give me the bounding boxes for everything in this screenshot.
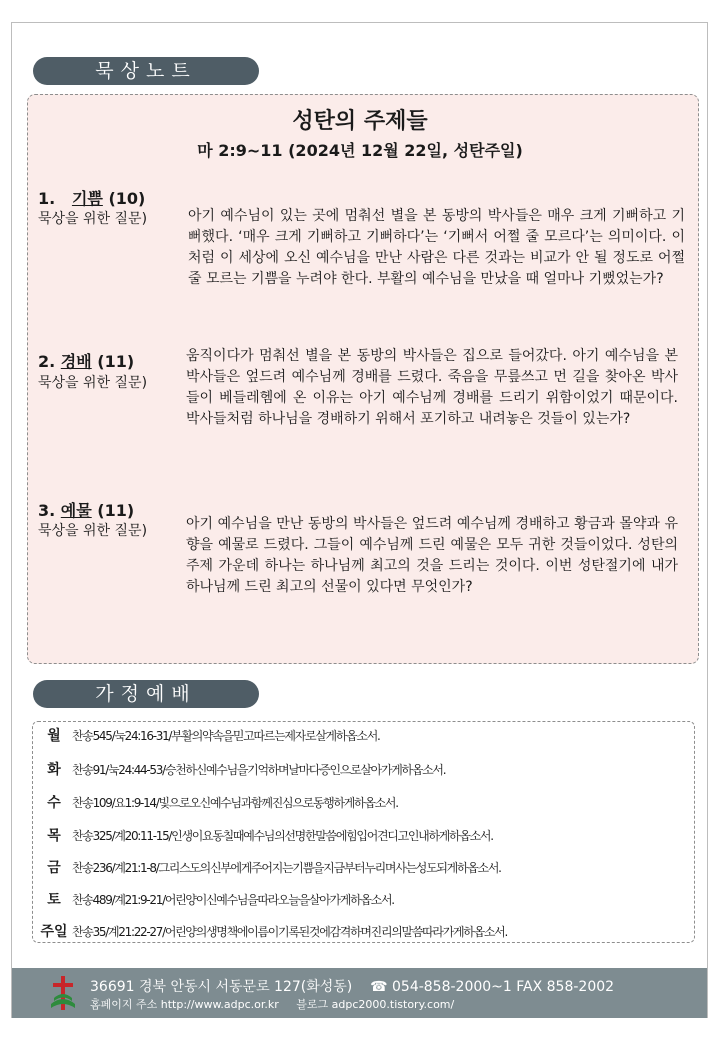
day-label: 수: [47, 795, 61, 811]
section-2-heading: [38, 349, 134, 372]
row-text: 찬송325/계20:11-15/인생이요동칠때예수님의선명한말씀에힘입어견디고인내하게하옵소서.: [72, 829, 493, 843]
footer-address: 36691 경북 안동시 서동문로 127(화성동): [90, 979, 353, 995]
row-text: 찬송91/눅24:44-53/승천하신예수님을기억하며날마다증인으로살아가게하옵소서.: [72, 763, 446, 777]
family-worship-row-mon: [36, 726, 380, 746]
family-worship-row-wed: [36, 793, 398, 813]
family-worship-row-sun: [36, 922, 507, 942]
section-3-count: (11): [97, 501, 135, 520]
section-1-body: 아기 예수님이 있는 곳에 멈춰선 별을 본 동방의 박사들은 매우 크게 기뻐하고 기뻐했다. ‘매우 크게 기뻐하고 기뻐하다’는 ‘기뻐서 어쩔 줄 모르다’는 의미이다. 이처럼 이 세상에 오신 예수님을 만난 사람은 다른 것과는 비교가 안 될 정도로 어쩔 줄 모르는 기쁨을 누려야 한다. 부활의 예수님을 만났을 때 얼마나 기뻤었는가?: [188, 208, 685, 287]
family-worship-row-tue: [36, 760, 445, 780]
section-2-body: 움직이다가 멈춰선 별을 본 동방의 박사들은 집으로 들어갔다. 아기 예수님을 본 박사들은 엎드려 예수님께 경배를 드렸다. 죽음을 무릎쓰고 먼 길을 찾아온 박사들이 베들레헴에 온 이유는 아기 예수님께 경배를 드리기 위함이었기 때문이다. 박사들처럼 하나님을 경배하기 위해서 포기하고 내려놓은 것들이 있는가?: [186, 348, 678, 427]
row-text: 찬송109/요1:9-14/빛으로오신예수님과함께진심으로동행하게하옵소서.: [72, 796, 398, 810]
section-3-question-label: 묵상을 위한 질문): [38, 523, 148, 539]
day-label: 월: [47, 728, 61, 744]
section-1-keyword: 기쁨: [71, 189, 103, 208]
section-1-heading: [38, 186, 145, 209]
day-label: 목: [47, 828, 61, 844]
family-worship-row-thu: [36, 826, 493, 846]
phone-icon: ☎: [370, 979, 388, 995]
day-label: 주일: [40, 924, 68, 940]
footer-phone: 054-858-2000~1 FAX 858-2002: [392, 979, 615, 995]
footer-bar: [12, 968, 707, 1018]
section-1-number: 1.: [38, 189, 56, 208]
footer-contact-line: [90, 976, 614, 996]
section-3-keyword: 예물: [60, 501, 92, 520]
row-text: 찬송489/계21:9-21/어린양이신예수님을따라오늘을살아가게하옵소서.: [72, 893, 394, 907]
section-2-question-label: 묵상을 위한 질문): [38, 375, 148, 391]
section-2-count: (11): [97, 352, 135, 371]
footer-blog[interactable]: 블로그 adpc2000.tistory.com/: [296, 998, 455, 1011]
section-label-meditation: 묵상노트: [33, 57, 259, 85]
scripture-reference: 마 2:9~11 (2024년 12월 22일, 성탄주일): [197, 141, 523, 160]
day-label: 토: [47, 892, 61, 908]
section-label-family-worship: 가정예배: [33, 680, 259, 708]
day-label: 금: [47, 860, 61, 876]
footer-homepage[interactable]: 홈페이지 주소 http://www.adpc.or.kr: [90, 998, 279, 1011]
day-label: 화: [47, 762, 61, 778]
section-1-count: (10): [108, 189, 146, 208]
section-2-number: 2.: [38, 352, 56, 371]
row-text: 찬송35/계21:22-27/어린양의생명책에이름이기록된것에감격하며진리의말씀따라가게하옵소서.: [72, 925, 507, 939]
row-text: 찬송236/계21:1-8/그리스도의신부에게주어지는기쁨을지금부터누리며사는성도되게하옵소서.: [72, 861, 501, 875]
church-logo-icon: [48, 974, 78, 1012]
section-3-body: 아기 예수님을 만난 동방의 박사들은 엎드려 예수님께 경배하고 황금과 몰약과 유향을 예물로 드렸다. 그들이 예수님께 드린 예물은 모두 귀한 것들이었다. 성탄의 주제 가운데 하나는 하나님께 최고의 것을 드리는 것이다. 이번 성탄절기에 내가 하나님께 드린 최고의 선물이 있다면 무엇인가?: [186, 516, 678, 595]
section-3-heading: [38, 498, 134, 521]
footer-web-line: [90, 996, 454, 1012]
page-title: 성탄의 주제들: [292, 109, 428, 134]
family-worship-row-sat: [36, 890, 394, 910]
section-1-question-label: 묵상을 위한 질문): [38, 211, 148, 227]
section-3-number: 3.: [38, 501, 56, 520]
row-text: 찬송545/눅24:16-31/부활의약속을믿고따르는제자로살게하옵소서.: [72, 729, 380, 743]
family-worship-row-fri: [36, 858, 501, 878]
section-2-keyword: 경배: [60, 352, 92, 371]
